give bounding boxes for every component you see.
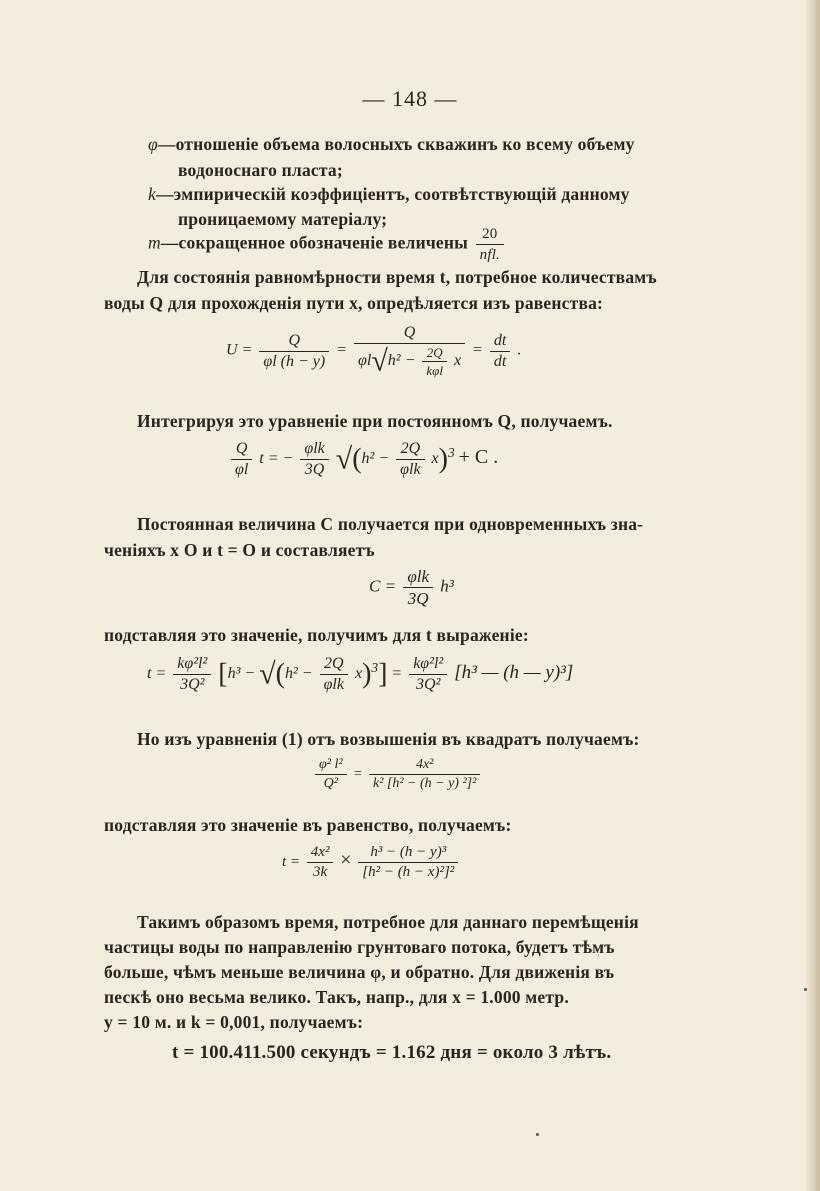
f2-tail: + C . — [458, 446, 499, 469]
f5-frac-a — [315, 758, 347, 791]
f1-inner-den: kφl — [426, 363, 443, 378]
f6-a-num: 4x² — [307, 845, 334, 863]
f1-frac-a — [259, 333, 329, 370]
f5-frac-b — [369, 758, 480, 791]
page-edge — [806, 0, 820, 1191]
formula-3 — [369, 568, 454, 607]
def-m-text: —сокращенное обозначеніе величены — [160, 232, 469, 253]
formula-2 — [228, 441, 498, 478]
f4-b-num: 2Q — [320, 656, 348, 675]
f2-frac-c — [396, 441, 424, 478]
para1-line2: воды Q для прохожденія пути x, опредѣляется изъ равенства: — [104, 293, 604, 313]
paren-close-icon: ) — [438, 443, 448, 475]
def-phi-text: —отношеніе объема волосныхъ скважинъ ко всему объему — [157, 134, 635, 154]
f2-x: x — [431, 450, 439, 468]
f2-c-num: 2Q — [396, 441, 424, 460]
f3-num: φlk — [403, 568, 433, 588]
page-number: — 148 — — [362, 86, 458, 111]
bracket-open-icon: [ — [218, 658, 228, 690]
f1-a-num: Q — [259, 333, 329, 352]
f4-b-den: φlk — [323, 676, 344, 693]
def-m — [148, 226, 507, 263]
f4-in1: h² − — [284, 665, 313, 683]
def-m-symbol: m — [148, 232, 161, 253]
paren-open-icon: ( — [275, 658, 285, 690]
paren-close-icon: ) — [362, 658, 372, 690]
f2-exp: 3 — [447, 444, 455, 460]
times-icon: × — [340, 848, 352, 871]
f1-c-den: dt — [493, 352, 507, 370]
paren-open-icon: ( — [352, 443, 362, 475]
f1-b-den-in: h² − — [387, 352, 416, 370]
f4-x: x — [354, 665, 363, 683]
f3-den: 3Q — [407, 589, 429, 608]
para7-line4: пескѣ оно весьма велико. Такъ, напр., для x = 1.000 метр. — [104, 987, 569, 1007]
f1-inner-frac — [422, 346, 447, 377]
f4-tail: [h³ — (h — y)³] — [454, 662, 574, 684]
def-k — [148, 181, 630, 207]
def-k-cont: проницаемому матеріалу; — [178, 209, 388, 229]
formula-6 — [282, 845, 461, 880]
f5-eq: = — [353, 766, 363, 782]
def-k-text: —эмпирическій коэффиціентъ, соотвѣтствующій данному — [155, 184, 630, 204]
def-m-frac-num: 20 — [476, 226, 504, 245]
f5-b-den: k² [h² − (h − y) ²]² — [372, 776, 477, 791]
para6: подставляя это значеніе въ равенство, получаемъ: — [104, 815, 512, 835]
para7-line5: y = 10 м. и k = 0,001, получаемъ: — [104, 1012, 364, 1032]
f6-b-den: [h² − (h − x)²]² — [362, 864, 455, 880]
f3-lhs: C = — [369, 576, 397, 596]
para3-line1: Постоянная величина C получается при одновременныхъ зна- — [137, 514, 644, 534]
f4-lhs: t = — [147, 665, 167, 683]
f2-t: t = − — [259, 450, 294, 468]
f4-frac-c — [409, 656, 447, 693]
f4-eq: = — [391, 665, 403, 683]
f4-frac-a — [173, 656, 211, 693]
f4-a-num: kφ²l² — [173, 656, 211, 675]
formula-5 — [312, 758, 483, 791]
para4: подставляя это значеніе, получимъ для t выраженіе: — [104, 625, 529, 645]
f5-a-den: Q² — [323, 776, 338, 791]
f1-lhs: U = — [226, 341, 253, 359]
para3-line2: ченіяхъ x O и t = O и составляетъ — [104, 540, 375, 560]
para5: Но изъ уравненія (1) отъ возвышенія въ квадратъ получаемъ: — [137, 729, 640, 749]
f6-lhs: t = — [282, 853, 301, 870]
f1-end: . — [517, 341, 522, 359]
f4-c-num: kφ²l² — [409, 656, 447, 675]
f6-b-num: h³ − (h − y)³ — [358, 845, 458, 863]
f2-a-num: Q — [231, 441, 252, 460]
f1-frac-b — [354, 325, 465, 377]
f4-a-den: 3Q² — [180, 676, 205, 693]
sqrt-icon: √ — [259, 657, 276, 691]
para7-line2: частицы воды по направленію грунтоваго потока, будетъ тѣмъ — [104, 937, 615, 957]
f1-b-x: x — [453, 352, 462, 370]
def-phi — [148, 131, 635, 157]
f1-b-den-pre: φl — [358, 352, 372, 370]
def-phi-symbol: φ — [148, 134, 158, 154]
formula-4 — [147, 656, 573, 693]
f4-exp: 3 — [371, 659, 379, 675]
f2-a-den: φl — [235, 461, 249, 478]
sqrt-icon: √ — [335, 442, 353, 476]
para1-line1: Для состоянія равномѣрности время t, потребное количествамъ — [137, 267, 657, 287]
f4-c-den: 3Q² — [416, 676, 441, 693]
f3-frac — [403, 568, 433, 607]
f3-tail: h³ — [440, 576, 454, 596]
f4-mid: h³ − — [227, 665, 256, 683]
para7-line1: Такимъ образомъ время, потребное для даннаго перемѣщенія — [137, 912, 639, 932]
f2-frac-a — [231, 441, 252, 478]
f1-inner-num: 2Q — [422, 346, 447, 362]
para2: Интегрируя это уравненіе при постоянномъ Q, получаемъ. — [137, 411, 613, 431]
sqrt-icon: √ — [371, 344, 388, 378]
def-k-symbol: k — [148, 184, 156, 204]
f6-frac-a — [307, 845, 334, 880]
formula-1: U = $\frac{Q}{\varphi l (h - y)}$ = Q φl√h² − $\frac{2Q}{\text{kφl}}$ x = $\frac{dt}{dt}$ . — [226, 324, 522, 378]
f2-frac-b — [300, 441, 328, 478]
f5-b-num: 4x² — [369, 758, 480, 775]
bracket-close-icon: ] — [378, 658, 388, 690]
result-line: t = 100.411.500 секундъ = 1.162 дня = около 3 лѣтъ. — [172, 1042, 612, 1063]
def-m-fraction — [476, 226, 504, 263]
f1-b-num: Q — [354, 325, 465, 344]
f1-c-num: dt — [490, 333, 510, 352]
f1-frac-c — [490, 333, 510, 370]
f2-in1: h² − — [361, 450, 390, 468]
f1-b-den — [354, 344, 465, 377]
speck — [536, 1133, 539, 1136]
def-m-frac-den: nfl. — [479, 247, 501, 263]
f1-a-den: φl (h − y) — [263, 352, 326, 370]
f6-frac-b — [358, 845, 458, 880]
def-phi-cont: водоноснаго пласта; — [178, 160, 343, 180]
para7-line3: больше, чѣмъ меньше величина φ, и обратно. Для движенія въ — [104, 962, 615, 982]
f4-frac-b — [320, 656, 348, 693]
f5-a-num: φ² l² — [315, 758, 347, 775]
f2-b-num: φlk — [300, 441, 328, 460]
speck — [804, 988, 807, 991]
f2-c-den: φlk — [400, 461, 421, 478]
f6-a-den: 3k — [313, 864, 328, 880]
f2-b-den: 3Q — [304, 461, 325, 478]
